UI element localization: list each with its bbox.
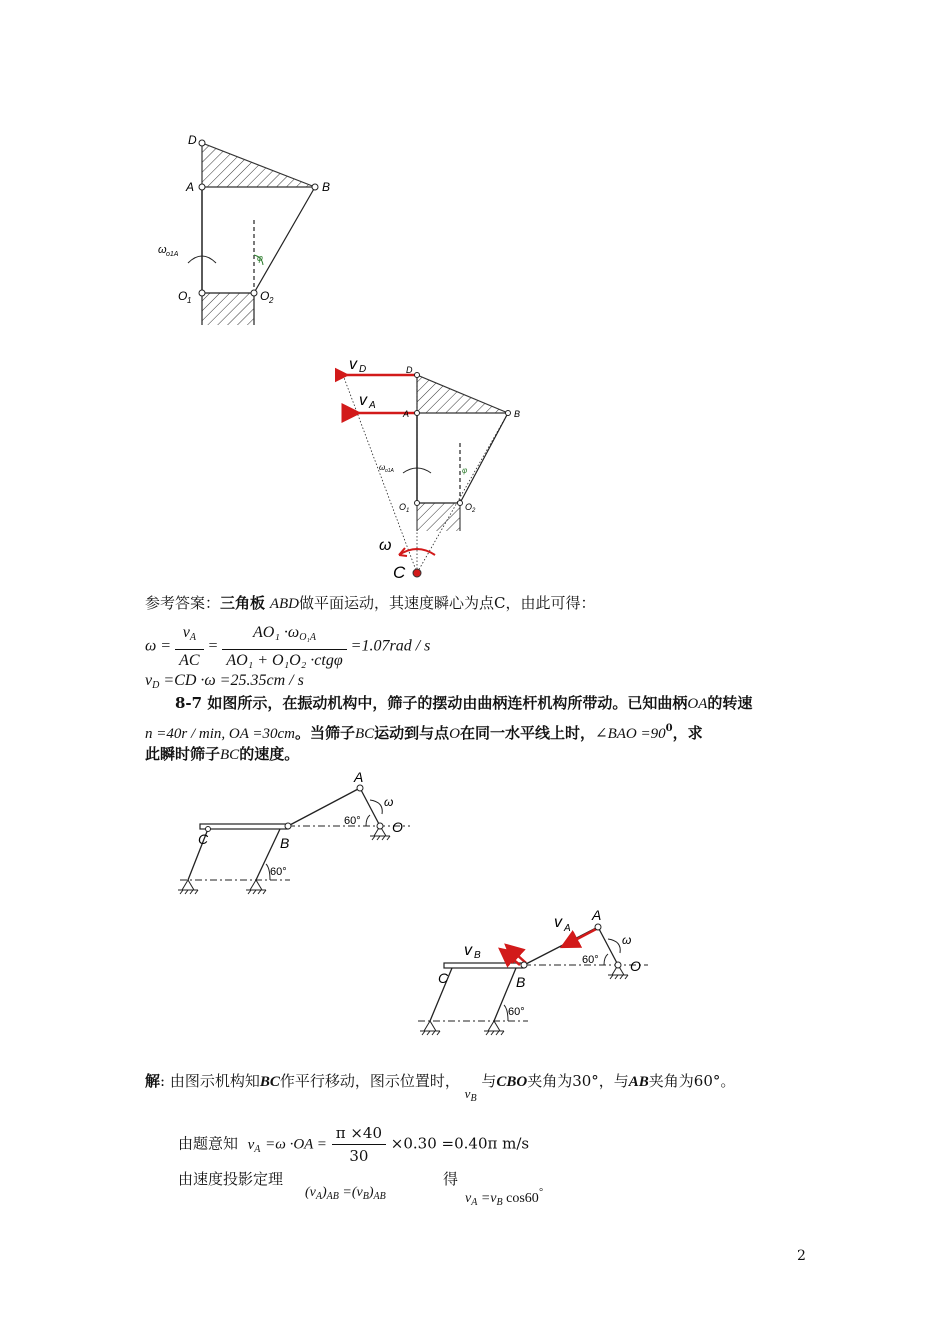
label-a: A bbox=[354, 769, 364, 785]
label-60-bottom: 60° bbox=[270, 866, 287, 878]
joint-b bbox=[312, 184, 318, 190]
solution-get: 得 bbox=[443, 1170, 459, 1188]
omega-arc bbox=[370, 800, 382, 814]
joint-d bbox=[199, 140, 205, 146]
label-o2: O bbox=[465, 502, 473, 512]
label-60-bottom: 60° bbox=[508, 1006, 525, 1018]
label-c: C bbox=[438, 970, 449, 986]
label-omega: ω bbox=[379, 537, 392, 554]
label-o: O bbox=[630, 958, 641, 974]
label-vb: v bbox=[464, 942, 472, 959]
label-b: B bbox=[280, 835, 290, 851]
pivot-left bbox=[178, 880, 198, 894]
instant-center-c bbox=[413, 569, 421, 577]
label-omega-o1a: ω bbox=[379, 463, 386, 472]
label-d: D bbox=[188, 133, 197, 147]
label-o1: O bbox=[178, 289, 188, 303]
label-va: v bbox=[554, 914, 562, 931]
triangle-plate bbox=[417, 375, 508, 413]
label-o: O bbox=[392, 819, 403, 835]
figure-2-velocity bbox=[335, 355, 535, 585]
label-vd-sub: D bbox=[359, 364, 367, 375]
svg-text:A: A bbox=[564, 923, 571, 934]
triangle-plate bbox=[202, 143, 315, 187]
equation-omega: ω = $\frac{v_A}{AC}$ = $\frac{AO_1 \cdot\omega_{O_1A}}{\text{AO₁ + O₁O₂ ·ctgφ}}$ =1.07rad / s bbox=[145, 624, 431, 669]
solution-projection: 由速度投影定理 bbox=[178, 1170, 284, 1188]
svg-text:1: 1 bbox=[406, 508, 410, 514]
sieve-bc bbox=[200, 824, 288, 829]
label-d: D bbox=[406, 365, 413, 375]
joint-o2 bbox=[251, 290, 257, 296]
figure-1-mechanism bbox=[150, 125, 350, 330]
label-60-top: 60° bbox=[582, 954, 599, 966]
solution-known-va: 由题意知 $v_A =\omega \cdot OA$ = $\frac{\pi \times 40}{30}$ ×0.30 =0.40π m/s bbox=[178, 1124, 530, 1165]
link-o2b bbox=[254, 187, 315, 293]
joint-o1 bbox=[199, 290, 205, 296]
projection-equation: $(v_A)_{AB} =(v_B)_{AB}$ bbox=[305, 1185, 386, 1202]
label-o2: O bbox=[260, 289, 270, 303]
problem-line-1: 8-7 如图所示，在振动机构中，筛子的摆动由曲柄连杆机构所带动。已知曲柄OA的转速 bbox=[175, 694, 753, 712]
label-a: A bbox=[403, 409, 410, 419]
label-b: B bbox=[322, 180, 331, 194]
label-vd: v bbox=[349, 356, 357, 373]
dotted-b-c bbox=[417, 413, 508, 573]
result-equation: $v_A =v_B$ cos60° bbox=[465, 1187, 543, 1208]
problem-line-3: 此瞬时筛子BC的速度。 bbox=[145, 745, 300, 763]
problem-line-2: n =40r / min, OA =30cm。当筛子BC运动到与点O在同一水平线上时，∠BAO $=90^0$，求 bbox=[145, 723, 703, 742]
label-c: C bbox=[393, 563, 406, 582]
joint-a bbox=[199, 184, 205, 190]
label-va: v bbox=[359, 392, 367, 409]
page-number: 2 bbox=[797, 1248, 806, 1264]
label-va-sub: A bbox=[369, 400, 376, 411]
label-phi: φ bbox=[462, 466, 468, 475]
label-c: C bbox=[198, 831, 209, 847]
figure-3-sieve-mechanism bbox=[170, 768, 420, 903]
pivot-right bbox=[246, 880, 266, 894]
equation-vd: $v_D =CD \cdot\omega =25.35cm / s$ bbox=[145, 672, 304, 691]
label-b: B bbox=[514, 409, 521, 419]
label-a: A bbox=[186, 180, 195, 194]
svg-text:B: B bbox=[474, 950, 481, 961]
solution-line-1: 解: 由图示机构知BC作平行移动，图示位置时， $v_B$ 与CBO夹角为30°，与AB夹角为60°。 bbox=[145, 1072, 736, 1104]
label-o1-sub: 1 bbox=[187, 296, 192, 305]
crank-oa bbox=[360, 788, 380, 826]
label-omega: ω bbox=[384, 795, 394, 809]
figure-4-sieve-velocity bbox=[410, 905, 660, 1040]
label-60-top: 60° bbox=[344, 815, 361, 827]
svg-text:o1A: o1A bbox=[385, 468, 394, 474]
label-phi: φ bbox=[257, 253, 263, 263]
label-a: A bbox=[592, 907, 602, 923]
answer-line: 参考答案：三角板 ABD做平面运动，其速度瞬心为点C，由此可得： bbox=[145, 594, 596, 612]
label-omega: ω bbox=[158, 244, 167, 256]
svg-text:2: 2 bbox=[472, 508, 476, 514]
label-o2-sub: 2 bbox=[269, 296, 274, 305]
ground-base bbox=[202, 293, 254, 325]
label-omega-sub: o1A bbox=[166, 251, 179, 258]
label-b: B bbox=[516, 974, 526, 990]
label-omega: ω bbox=[622, 933, 632, 947]
label-o1: O bbox=[399, 502, 407, 512]
